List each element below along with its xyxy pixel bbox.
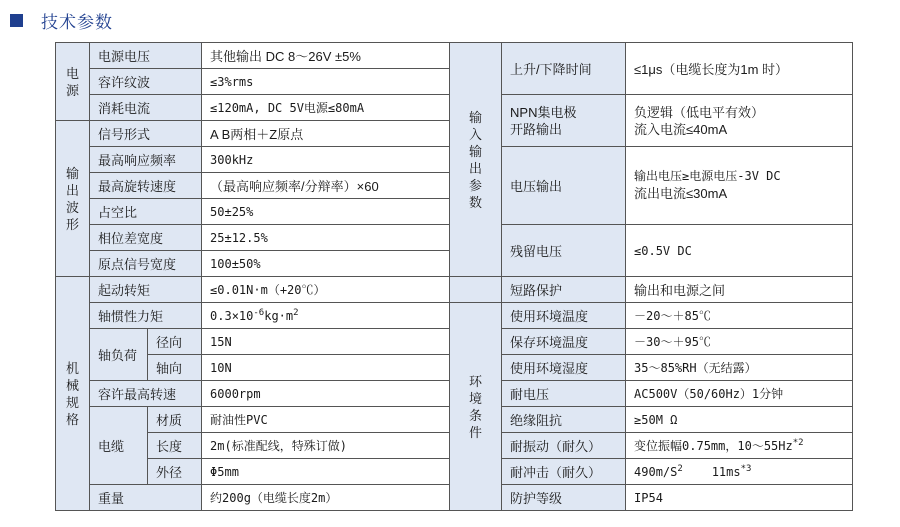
spec-table bbox=[55, 42, 853, 511]
value-phase: 25±12.5% bbox=[202, 225, 450, 251]
value-shock: $490m/S^2$ $11ms^{*3}$ bbox=[626, 459, 853, 485]
value-signal-form: A B两相＋Z原点 bbox=[202, 121, 450, 147]
label-inertia: 轴惯性力矩 bbox=[90, 303, 202, 329]
value-storage-temp: －30～＋95℃ bbox=[626, 329, 853, 355]
label-withstand: 耐电压 bbox=[502, 381, 626, 407]
label-start-torque: 起动转矩 bbox=[90, 277, 202, 303]
label-diameter: 外径 bbox=[148, 459, 202, 485]
value-length: 2m(标准配线，特殊订做) bbox=[202, 433, 450, 459]
label-voltage-output: 电压输出 bbox=[502, 147, 626, 225]
value-short: 输出和电源之间 bbox=[626, 277, 853, 303]
label-origin: 原点信号宽度 bbox=[90, 251, 202, 277]
value-max-freq: 300kHz bbox=[202, 147, 450, 173]
value-protection: IP54 bbox=[626, 485, 853, 511]
label-humidity: 使用环境湿度 bbox=[502, 355, 626, 381]
label-axial: 轴向 bbox=[148, 355, 202, 381]
value-humidity: 35～85%RH（无结露） bbox=[626, 355, 853, 381]
value-allow-speed: 6000rpm bbox=[202, 381, 450, 407]
heading-text: 技术参数 bbox=[41, 12, 113, 32]
value-axial: 10N bbox=[202, 355, 450, 381]
value-material: 耐油性PVC bbox=[202, 407, 450, 433]
value-max-speed: （最高响应频率/分辩率）×60 bbox=[202, 173, 450, 199]
label-npn: NPN集电极 开路输出 bbox=[502, 95, 626, 147]
value-residual: ≤0.5V DC bbox=[626, 225, 853, 277]
label-phase: 相位差宽度 bbox=[90, 225, 202, 251]
group-environment: 环境条件 bbox=[450, 303, 502, 511]
label-signal-form: 信号形式 bbox=[90, 121, 202, 147]
label-protection: 防护等级 bbox=[502, 485, 626, 511]
label-weight: 重量 bbox=[90, 485, 202, 511]
value-inertia: $0.3\times 10^{-6}kg\cdot m^2$ bbox=[202, 303, 450, 329]
value-radial: 15N bbox=[202, 329, 450, 355]
label-short: 短路保护 bbox=[502, 277, 626, 303]
io-blank bbox=[450, 277, 502, 303]
value-weight: 约200g（电缆长度2m） bbox=[202, 485, 450, 511]
label-max-freq: 最高响应频率 bbox=[90, 147, 202, 173]
label-material: 材质 bbox=[148, 407, 202, 433]
label-current: 消耗电流 bbox=[90, 95, 202, 121]
group-waveform: 输出波形 bbox=[56, 121, 90, 277]
group-io: 输入输出参数 bbox=[450, 43, 502, 277]
heading-square-icon bbox=[10, 14, 23, 27]
label-ripple: 容许纹波 bbox=[90, 69, 202, 95]
value-insulation: ≥50M Ω bbox=[626, 407, 853, 433]
group-power: 电源 bbox=[56, 43, 90, 121]
label-storage-temp: 保存环境温度 bbox=[502, 329, 626, 355]
value-diameter: Φ5mm bbox=[202, 459, 450, 485]
label-rise-time: 上升/下降时间 bbox=[502, 43, 626, 95]
value-rise-time: ≤1μs（电缆长度为1m 时） bbox=[626, 43, 853, 95]
label-shock: 耐冲击（耐久） bbox=[502, 459, 626, 485]
value-current: ≤120mA, DC 5V电源≤80mA bbox=[202, 95, 450, 121]
label-duty: 占空比 bbox=[90, 199, 202, 225]
value-op-temp: －20～＋85℃ bbox=[626, 303, 853, 329]
label-op-temp: 使用环境温度 bbox=[502, 303, 626, 329]
value-vibration: 变位振幅0.75mm，10～55Hz$^{*2}$ bbox=[626, 433, 853, 459]
value-duty: 50±25% bbox=[202, 199, 450, 225]
label-allow-speed: 容许最高转速 bbox=[90, 381, 202, 407]
group-mechanical: 机械规格 bbox=[56, 277, 90, 511]
label-max-speed: 最高旋转速度 bbox=[90, 173, 202, 199]
value-supply-voltage: 其他输出 DC 8～26V ±5% bbox=[202, 43, 450, 69]
value-start-torque: ≤0.01N·m（+20℃） bbox=[202, 277, 450, 303]
label-insulation: 绝缘阻抗 bbox=[502, 407, 626, 433]
label-shaft-load: 轴负荷 bbox=[90, 329, 148, 381]
label-cable: 电缆 bbox=[90, 407, 148, 485]
label-vibration: 耐振动（耐久） bbox=[502, 433, 626, 459]
label-supply-voltage: 电源电压 bbox=[90, 43, 202, 69]
value-origin: 100±50% bbox=[202, 251, 450, 277]
value-ripple: ≤3%rms bbox=[202, 69, 450, 95]
label-residual: 残留电压 bbox=[502, 225, 626, 277]
label-length: 长度 bbox=[148, 433, 202, 459]
value-voltage-output: 输出电压≥电源电压-3V DC 流出电流≤30mA bbox=[626, 147, 853, 225]
value-npn: 负逻辑（低电平有效） 流入电流≤40mA bbox=[626, 95, 853, 147]
section-heading bbox=[10, 9, 113, 31]
label-radial: 径向 bbox=[148, 329, 202, 355]
value-withstand: AC500V（50/60Hz）1分钟 bbox=[626, 381, 853, 407]
